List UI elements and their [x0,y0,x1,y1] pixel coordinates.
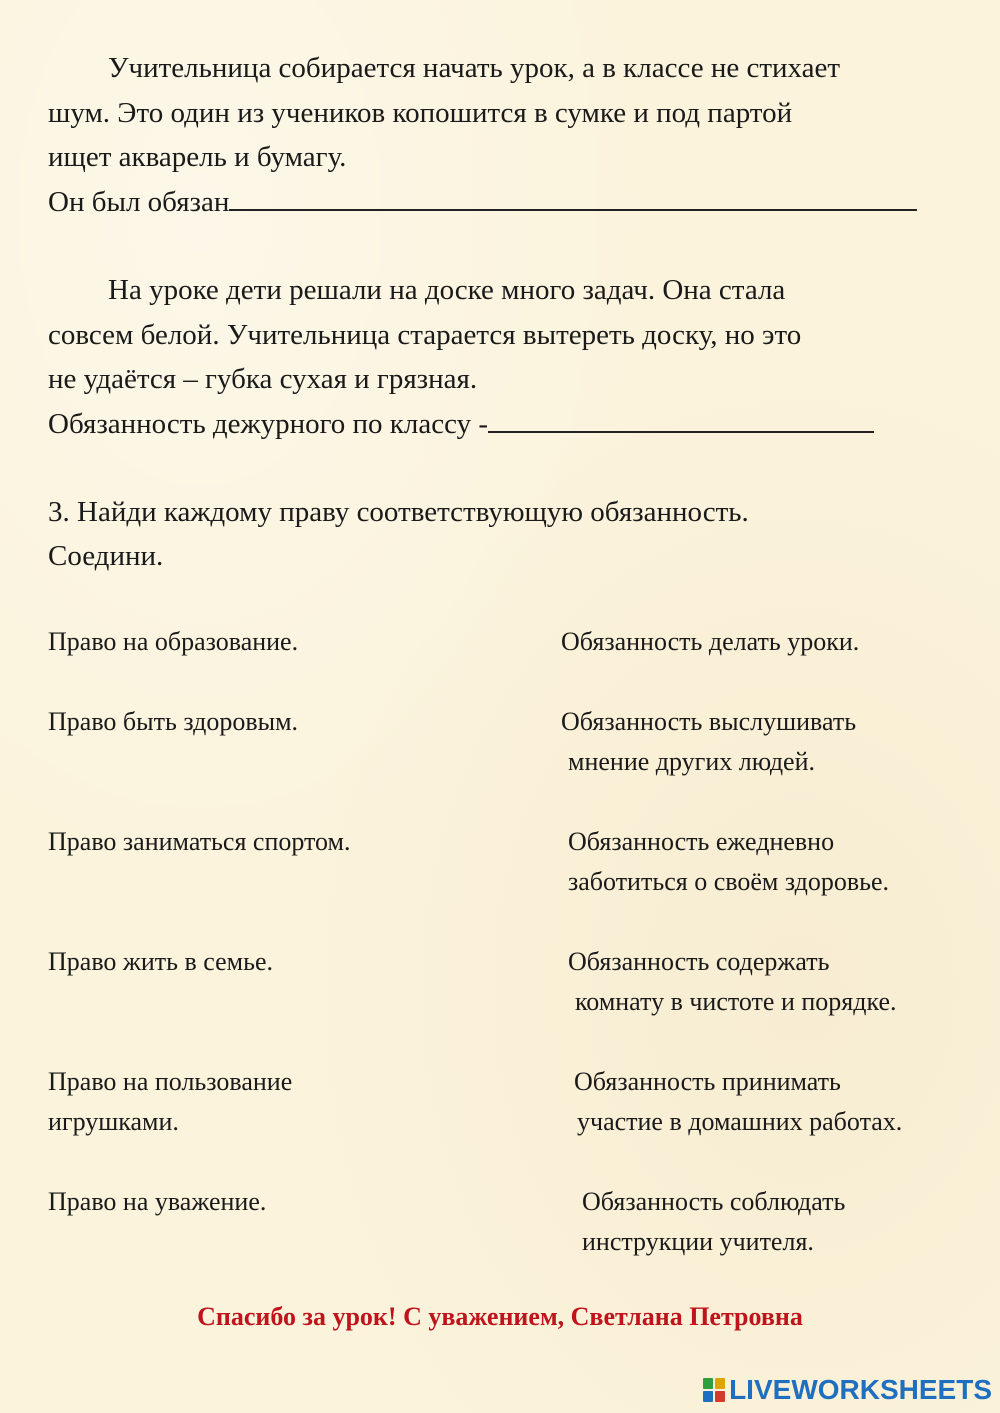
task-3-heading [48,490,968,578]
right-item-1[interactable] [48,622,298,662]
right-item-3[interactable] [48,822,351,862]
duty-text: инструкции учителя. [582,1227,814,1256]
duty-text: комнату в чистоте и порядке. [575,987,897,1016]
scenario-paragraph-1 [48,46,968,224]
duty-item-1[interactable] [561,622,859,662]
duty-item-6[interactable] [582,1182,845,1262]
duty-text: Обязанность делать уроки. [561,627,860,656]
right-text: Право на пользование [48,1067,293,1096]
duty-text: заботиться о своём здоровье. [568,867,890,896]
liveworksheets-icon [702,1376,726,1404]
right-text: игрушками. [48,1107,179,1136]
text-line: ищет акварель и бумагу. [48,141,347,173]
duty-text: мнение других людей. [568,747,815,776]
duty-item-2[interactable] [561,702,856,782]
right-text: Право быть здоровым. [48,707,299,736]
right-item-2[interactable] [48,702,298,742]
right-text: Право жить в семье. [48,947,274,976]
text-line [48,268,968,313]
text-span: На уроке дети решали на доске много задач. Она стала [108,274,786,306]
answer-prompt-1: Он был обязан [48,185,230,218]
duty-text: участие в домашних работах. [577,1107,903,1136]
task-3-line-2: Соедини. [48,540,164,572]
text-line: не удаётся – губка сухая и грязная. [48,363,478,395]
text-line: шум. Это один из учеников копошится в сумке и под партой [48,96,793,129]
duty-text: Обязанность соблюдать [582,1187,846,1216]
thank-you-footer: Спасибо за урок! С уважением, Светлана Петровна [197,1302,803,1331]
duty-item-4[interactable] [568,942,897,1022]
right-text: Право на уважение. [48,1187,267,1216]
right-item-5[interactable] [48,1062,292,1142]
answer-blank-2[interactable] [488,403,874,433]
right-text: Право на образование. [48,627,299,656]
right-item-6[interactable] [48,1182,266,1222]
right-text: Право заниматься спортом. [48,827,351,856]
liveworksheets-logo[interactable] [702,1374,992,1406]
answer-blank-1[interactable] [229,181,917,211]
duty-text: Обязанность принимать [574,1067,841,1096]
answer-line-2 [48,402,968,447]
duty-text: Обязанность содержать [568,947,830,976]
task-3-line-1: 3. Найди каждому праву соответствующую обязанность. [48,496,749,528]
duty-text: Обязанность ежедневно [568,827,835,856]
duty-item-3[interactable] [568,822,889,902]
text-line: совсем белой. Учительница старается вытереть доску, но это [48,318,802,351]
brand-name: LIVEWORKSHEETS [729,1374,992,1405]
text-span: Учительница собирается начать урок, а в классе не стихает [108,52,841,84]
answer-prompt-2: Обязанность дежурного по классу - [48,407,488,440]
duty-item-5[interactable] [574,1062,902,1142]
text-line [48,46,968,91]
right-item-4[interactable] [48,942,273,982]
answer-line-1 [48,180,968,225]
duty-text: Обязанность выслушивать [561,707,857,736]
scenario-paragraph-2 [48,268,968,446]
